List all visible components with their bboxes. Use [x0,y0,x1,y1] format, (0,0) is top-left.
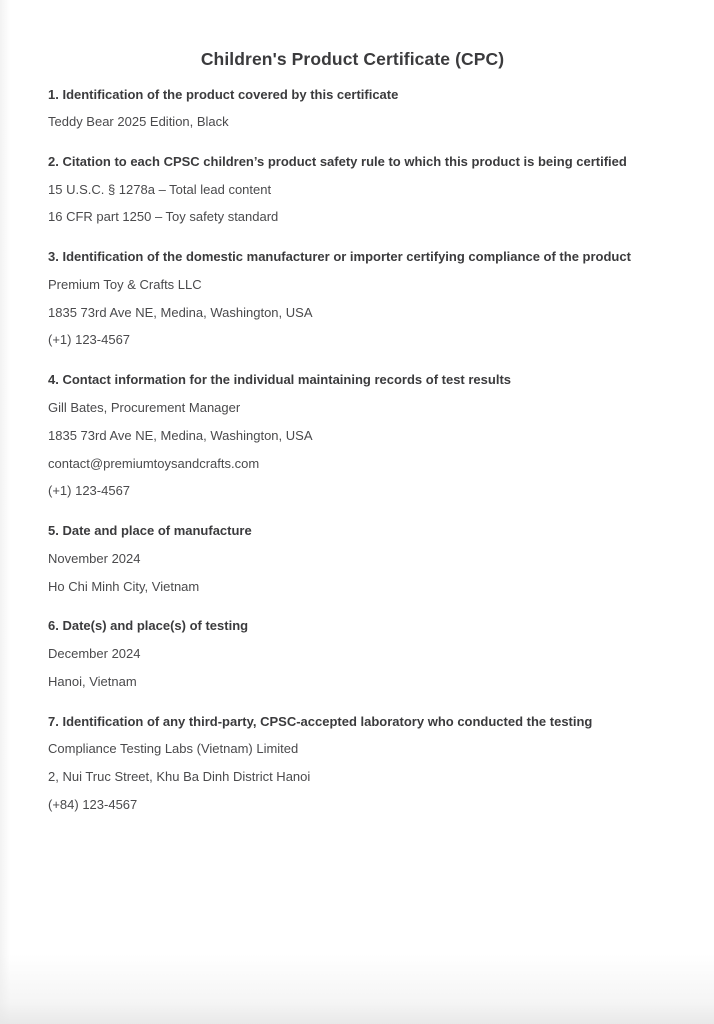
section-heading: 2. Citation to each CPSC children’s product safety rule to which this product is being certified [48,154,627,170]
section-heading: 7. Identification of any third-party, CPSC-accepted laboratory who conducted the testing [48,713,593,729]
certificate-section [48,247,657,350]
section-line: Compliance Testing Labs (Vietnam) Limited [48,741,299,757]
section-line: 15 U.S.C. § 1278a – Total lead content [48,181,272,197]
section-line: 1835 73rd Ave NE, Medina, Washington, USA [48,427,313,443]
page-title: Children's Product Certificate (CPC) [200,49,505,69]
section-body [48,181,657,228]
section-body [48,113,657,132]
section-line: November 2024 [48,550,141,566]
section-line: Premium Toy & Crafts LLC [48,276,202,292]
page-bottom-shading [0,954,714,1024]
section-line: 1835 73rd Ave NE, Medina, Washington, USA [48,304,313,320]
section-heading: 4. Contact information for the individual maintaining records of test results [48,372,511,388]
section-line: December 2024 [48,645,141,661]
certificate-section [48,152,657,227]
section-heading: 3. Identification of the domestic manufacturer or importer certifying compliance of the product [48,249,631,265]
section-heading: 5. Date and place of manufacture [48,523,252,539]
certificate-section [48,370,657,501]
section-list [48,85,657,815]
certificate-section [48,712,657,815]
section-line: 16 CFR part 1250 – Toy safety standard [48,209,279,225]
section-heading: 6. Date(s) and place(s) of testing [48,618,249,634]
section-line: contact@premiumtoysandcrafts.com [48,455,260,471]
section-body [48,740,657,815]
section-body [48,276,657,351]
section-line: 2, Nui Truc Street, Khu Ba Dinh District Hanoi [48,768,311,784]
certificate-section [48,85,657,132]
section-body [48,645,657,692]
section-line: (+84) 123-4567 [48,796,138,812]
section-line: Hanoi, Vietnam [48,673,137,689]
section-line: (+1) 123-4567 [48,483,131,499]
section-line: (+1) 123-4567 [48,332,131,348]
certificate-section [48,521,657,596]
certificate-section [48,616,657,691]
section-body [48,550,657,597]
section-body [48,399,657,501]
section-line: Gill Bates, Procurement Manager [48,399,241,415]
section-line: Teddy Bear 2025 Edition, Black [48,114,229,130]
section-heading: 1. Identification of the product covered by this certificate [48,86,399,102]
section-line: Ho Chi Minh City, Vietnam [48,578,200,594]
